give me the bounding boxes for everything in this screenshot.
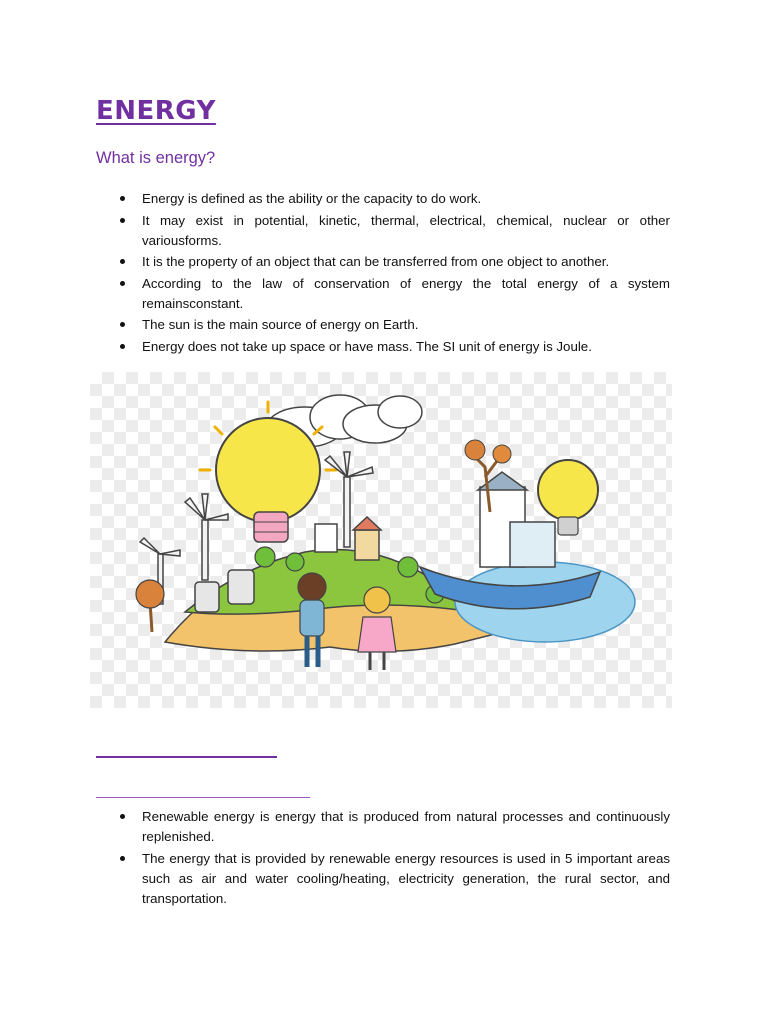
list-item: It is the property of an object that can be transferred from one object to another. [96, 252, 670, 272]
list-item: The sun is the main source of energy on Earth. [96, 315, 670, 335]
list-item: It may exist in potential, kinetic, thermal, electrical, chemical, nuclear or other variousforms. [96, 211, 670, 251]
heading-underline [96, 756, 277, 758]
page-title: ENERGY [96, 96, 216, 126]
energy-bullet-list [96, 189, 670, 359]
list-item: The energy that is provided by renewable energy resources is used in 5 important areas such as air and water cooling/heating, electricity generation, the rural sector, and transportation. [96, 849, 670, 909]
energy-illustration [90, 372, 672, 708]
section-heading: What is energy? [96, 149, 216, 167]
list-item: Energy is defined as the ability or the capacity to do work. [96, 189, 670, 209]
list-item: Renewable energy is energy that is produced from natural processes and continuously replenished. [96, 807, 670, 847]
heading-underline [96, 797, 310, 798]
list-item: Energy does not take up space or have mass. The SI unit of energy is Joule. [96, 337, 670, 357]
list-item: According to the law of conservation of energy the total energy of a system remainsconstant. [96, 274, 670, 314]
renewable-bullet-list [96, 807, 670, 910]
